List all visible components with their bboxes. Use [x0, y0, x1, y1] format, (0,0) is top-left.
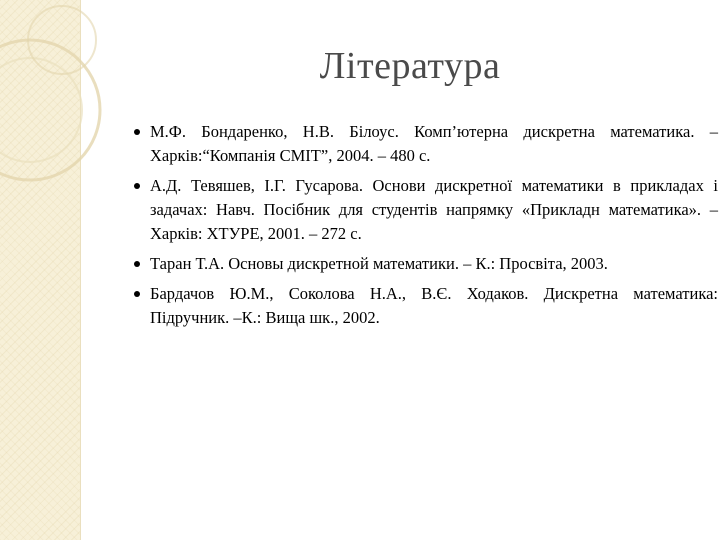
- reference-item: [134, 282, 718, 330]
- reference-text: Таран Т.А. Основы дискретной математики. – К.: Просвіта, 2003.: [150, 254, 608, 273]
- slide-title: Література: [319, 45, 501, 87]
- bullet-icon: [134, 129, 140, 135]
- bullet-icon: [134, 291, 140, 297]
- bullet-icon: [134, 261, 140, 267]
- reference-item: [134, 120, 718, 168]
- reference-item: [134, 174, 718, 246]
- reference-text: М.Ф. Бондаренко, Н.В. Білоус. Комп’ютерна дискретна математика. – Харків:“Компанія СМІТ”, 2004. – 480 с.: [150, 122, 718, 165]
- decorative-circles-ornament: [0, 0, 120, 200]
- reference-text: А.Д. Тевяшев, І.Г. Гусарова. Основи дискретної математики в прикладах і задачах: Навч. Посібник для студентів напрямку «Прикладн математика». – Харків: ХТУРЕ, 2001. – 272 с.: [150, 176, 718, 243]
- bullet-icon: [134, 183, 140, 189]
- reference-text: Бардачов Ю.М., Соколова Н.А., В.Є. Ходаков. Дискретна математика: Підручник. –К.: Вища шк., 2002.: [150, 284, 718, 327]
- reference-item: [134, 252, 718, 276]
- reference-list: [134, 120, 718, 336]
